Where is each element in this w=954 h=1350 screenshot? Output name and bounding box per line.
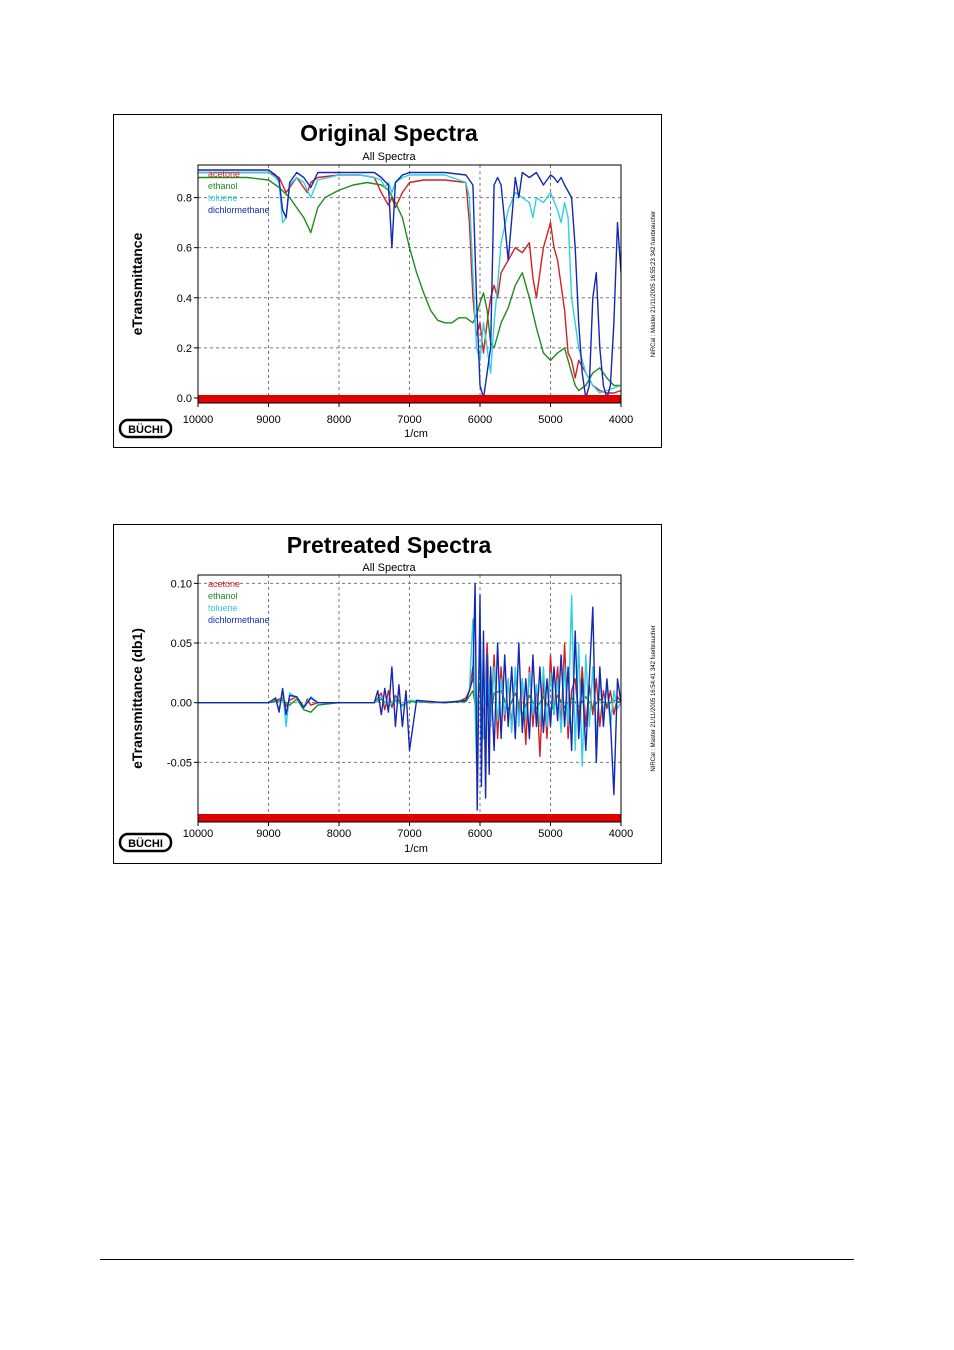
baseline-band (198, 395, 621, 403)
buchi-logo-text: BÜCHI (128, 838, 163, 850)
page-footer-rule (100, 1259, 854, 1260)
y-axis-label: eTransmittance (129, 232, 145, 336)
y-tick-label: 0.00 (170, 697, 192, 710)
pretreated-spectra-panel (113, 524, 662, 864)
legend-entry: ethanol (208, 591, 238, 601)
legend-entry: acetone (208, 579, 241, 589)
side-metadata-text: NIRCal : Master 21/11/2005 16:55:23 342 fuerbraucher (651, 210, 657, 358)
x-tick-label: 4000 (608, 414, 634, 426)
x-tick-label: 5000 (538, 828, 563, 840)
x-tick-label: 9000 (256, 828, 281, 840)
y-tick-label: 0.8 (176, 192, 192, 205)
side-metadata-text: NIRCal : Master 21/11/2005 16:54:41 342 fuerbraucher (651, 625, 657, 772)
original-spectra-panel (113, 114, 662, 448)
x-tick-label: 7000 (397, 828, 422, 840)
x-axis-label: 1/cm (404, 843, 428, 855)
original-spectra-chart (114, 115, 662, 448)
x-tick-label: 10000 (182, 828, 214, 840)
chart-title: Pretreated Spectra (286, 532, 492, 558)
chart-subtitle: All Spectra (362, 151, 416, 163)
x-tick-label: 8000 (326, 828, 352, 840)
x-tick-label: 5000 (538, 414, 563, 426)
y-tick-label: -0.05 (166, 757, 192, 770)
chart-subtitle: All Spectra (362, 562, 416, 574)
legend-entry: dichlormethane (208, 205, 270, 215)
y-tick-label: 0.0 (176, 392, 192, 405)
chart-title: Original Spectra (300, 120, 478, 146)
baseline-band (198, 814, 621, 822)
legend-entry: toluene (208, 603, 238, 613)
legend-entry: dichlormethane (208, 615, 270, 625)
y-tick-label: 0.10 (170, 578, 192, 591)
legend-entry: acetone (208, 169, 241, 179)
y-tick-label: 0.2 (176, 342, 192, 355)
x-tick-label: 7000 (397, 414, 422, 426)
y-tick-label: 0.05 (170, 638, 192, 651)
x-axis-label: 1/cm (404, 428, 428, 440)
x-tick-label: 8000 (326, 414, 352, 426)
x-tick-label: 4000 (608, 828, 634, 840)
y-tick-label: 0.4 (176, 292, 192, 305)
legend-entry: ethanol (208, 181, 238, 191)
pretreated-spectra-chart (114, 525, 662, 864)
plot-area (198, 165, 621, 403)
x-tick-label: 6000 (467, 414, 493, 426)
y-tick-label: 0.6 (176, 242, 192, 255)
x-tick-label: 6000 (467, 828, 493, 840)
y-axis-label: eTransmittance (db1) (129, 628, 145, 769)
legend-entry: toluene (208, 193, 238, 203)
x-tick-label: 10000 (182, 414, 214, 426)
buchi-logo-text: BÜCHI (128, 424, 163, 436)
x-tick-label: 9000 (256, 414, 281, 426)
